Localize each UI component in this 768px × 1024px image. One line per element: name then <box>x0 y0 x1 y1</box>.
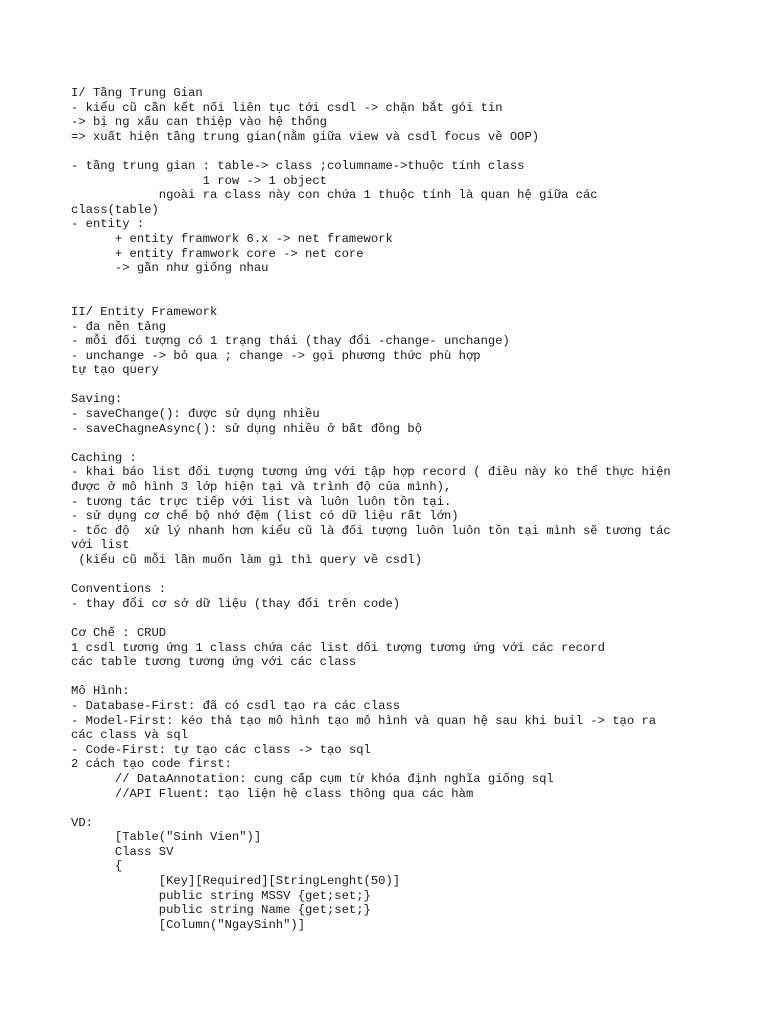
document-line: - khai báo list đối tượng tương ứng với tập hợp record ( điều này ko thể thực hiện <box>71 465 671 480</box>
document-line: - mỗi đối tượng có 1 trạng thái (thay đổi -change- unchange) <box>71 334 510 349</box>
document-line: - tốc độ xử lý nhanh hơn kiểu cũ là đối tượng luôn luôn tồn tại mình sẽ tương tác <box>71 523 671 538</box>
document-line: // DataAnnotation: cung cấp cụm từ khóa định nghĩa giống sql <box>71 771 554 786</box>
document-line <box>71 276 761 291</box>
document-line: - sử dụng cơ chế bộ nhớ đệm (list có dữ liệu rất lớn) <box>71 509 459 524</box>
document-line: + entity framwork core -> net core <box>71 246 364 261</box>
document-line: - đa nền tảng <box>71 319 167 334</box>
document-line: - tương tác trực tiếp với list và luôn luôn tồn tại. <box>71 494 452 509</box>
document-line: -> gần như giống nhau <box>71 261 269 276</box>
document-line: -> bị ng xấu can thiệp vào hệ thống <box>71 115 327 130</box>
document-line <box>71 290 761 305</box>
document-line: Mô Hình: <box>71 684 130 699</box>
document-line: - kiểu cũ cần kết nối liên tục tới csdl -> chặn bắt gói tin <box>71 100 503 115</box>
document-line <box>71 378 761 393</box>
document-line: [Key][Required][StringLenght(50)] <box>71 874 401 889</box>
document-line: Saving: <box>71 392 123 407</box>
document-line <box>71 801 761 816</box>
document-line: 1 csdl tương ứng 1 class chứa các list dối tượng tương ứng với các record <box>71 640 605 655</box>
document-line: => xuất hiện tầng trung gian(nằm giữa view và csdl focus về OOP) <box>71 129 540 144</box>
document-line: - Database-First: đã có csdl tạo ra các class <box>71 698 401 713</box>
document-line: Cơ Chế : CRUD <box>71 625 167 640</box>
document-line: I/ Tầng Trung Gian <box>71 86 203 100</box>
document-line: với list <box>71 538 130 553</box>
document-line <box>71 670 761 685</box>
document-line: - unchange -> bỏ qua ; change -> gọi phương thức phù hợp <box>71 348 481 363</box>
document-line: (kiểu cũ mỗi lần muốn làm gì thì query về csdl) <box>71 553 423 567</box>
document-line: - saveChange(): được sử dụng nhiều <box>71 407 320 422</box>
document-line: 2 cách tạo code first: <box>71 757 232 772</box>
document-line: được ở mô hình 3 lớp hiện tại và trình độ của mình), <box>71 480 452 495</box>
document-line <box>71 436 761 451</box>
document-body <box>71 86 761 932</box>
document-line: [Table("Sinh Vien")] <box>71 830 262 845</box>
document-line: [Column("NgaySinh")] <box>71 917 306 932</box>
document-line: - saveChagneAsync(): sử dụng nhiều ở bất đồng bộ <box>71 421 423 436</box>
document-line: - Model-First: kéo thả tạo mô hình tạo mô hình và quan hệ sau khi buil -> tạo ra <box>71 713 657 728</box>
document-line: public string MSSV {get;set;} <box>71 888 371 903</box>
document-line: - entity : <box>71 217 145 232</box>
document-line: - thay đổi cơ sở dữ liệu (thay đổi trên code) <box>71 596 401 611</box>
document-line: các table tương tương ứng với các class <box>71 655 357 670</box>
document-line: Caching : <box>71 450 137 465</box>
document-line: //API Fluent: tạo liện hệ class thông qua các hàm <box>71 786 474 801</box>
document-line: + entity framwork 6.x -> net framework <box>71 231 393 246</box>
document-line: ngoài ra class này con chứa 1 thuộc tính là quan hệ giữa các <box>71 188 598 203</box>
document-line: VD: <box>71 815 93 830</box>
document-line: class(table) <box>71 202 159 217</box>
document-line <box>71 568 761 583</box>
document-line: các class và sql <box>71 728 189 743</box>
document-line: Class SV <box>71 844 174 859</box>
document-line: public string Name {get;set;} <box>71 903 371 918</box>
document-line: { <box>71 859 123 874</box>
document-line: - tầng trung gian : table-> class ;columname->thuộc tính class <box>71 158 525 173</box>
document-line: II/ Entity Framework <box>71 304 218 319</box>
document-line: Conventions : <box>71 582 167 597</box>
document-line <box>71 611 761 626</box>
document-line: tự tạo query <box>71 363 159 378</box>
document-line <box>71 144 761 159</box>
document-line: 1 row -> 1 object <box>71 173 327 188</box>
document-line: - Code-First: tự tạo các class -> tạo sql <box>71 742 371 757</box>
